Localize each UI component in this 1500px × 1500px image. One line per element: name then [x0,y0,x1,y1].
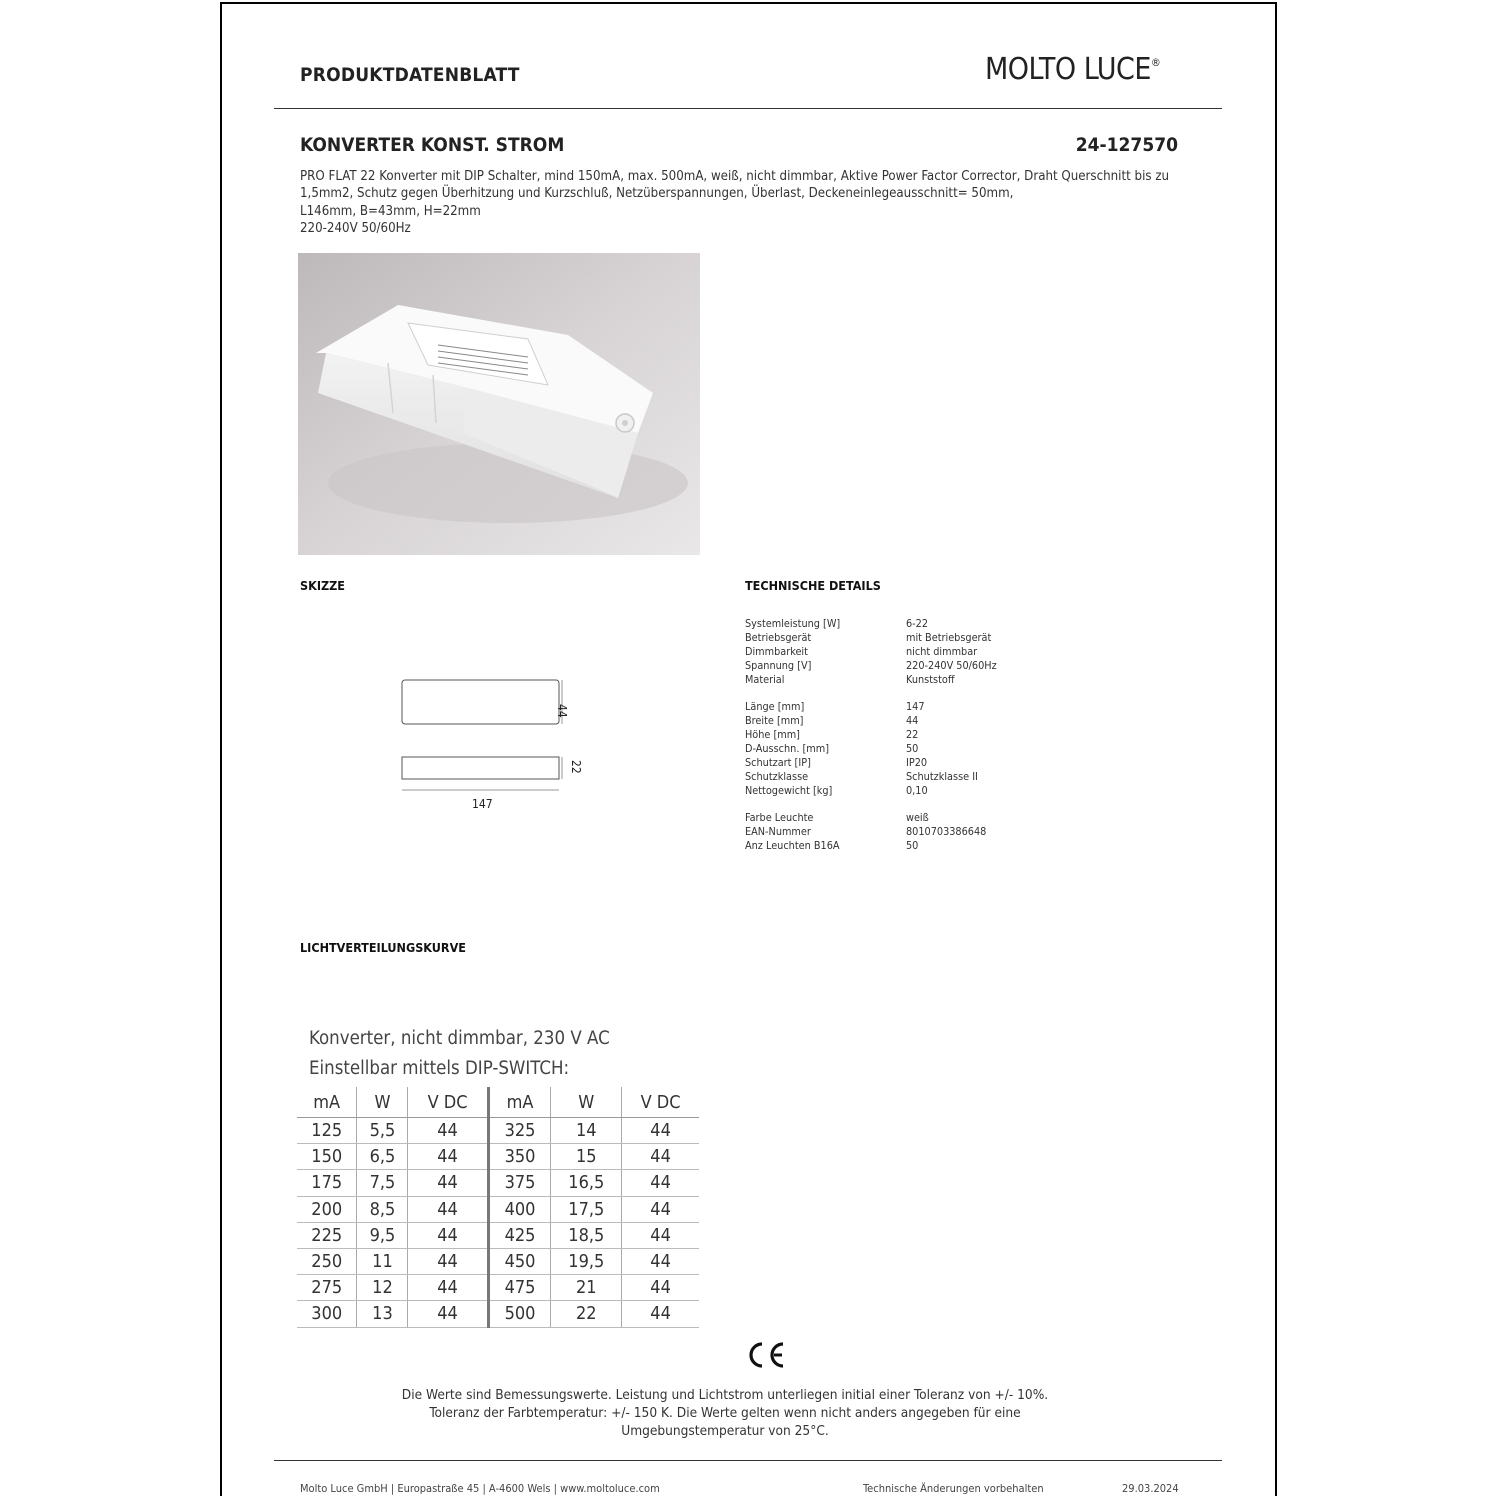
header-divider [274,108,1222,109]
table-cell: 44 [622,1118,699,1144]
tech-detail-value: Kunststoff [906,672,955,686]
tech-detail-label: Höhe [mm] [745,728,800,742]
table-cell: 250 [297,1248,357,1274]
section-sketch: SKIZZE [300,578,345,593]
tech-detail-label: Dimmbarkeit [745,644,808,658]
sketch-height-label: 22 [569,760,583,774]
table-cell: 150 [297,1144,357,1170]
table-row [297,1248,699,1274]
power-table-title: Konverter, nicht dimmbar, 230 V AC [309,1028,610,1049]
tech-detail-value: 220-240V 50/60Hz [906,658,997,672]
table-cell: 475 [488,1275,551,1301]
tech-detail-label: Schutzart [IP] [745,755,811,769]
footer-disclaimer: Technische Änderungen vorbehalten [863,1482,1044,1495]
table-cell: 44 [408,1275,488,1301]
tech-detail-value: 0,10 [906,783,928,797]
table-cell: 9,5 [357,1222,408,1248]
sketch-width-label: 44 [555,704,569,718]
table-cell: 125 [297,1118,357,1144]
tech-detail-value: 22 [906,728,919,742]
tech-detail-value: nicht dimmbar [906,644,978,658]
table-row [297,1170,699,1196]
tech-detail-value: IP20 [906,755,928,769]
sketch-length-label: 147 [472,797,493,811]
tech-detail-value: 50 [906,839,919,853]
table-row [297,1301,699,1327]
ce-mark-icon [745,1340,787,1370]
tech-detail-label: Nettogewicht [kg] [745,783,833,797]
table-cell: 5,5 [357,1118,408,1144]
table-cell: 44 [622,1222,699,1248]
col-w-1: W [357,1087,408,1118]
section-tech-details: TECHNISCHE DETAILS [745,578,881,593]
col-vdc-2: V DC [622,1087,699,1118]
col-ma-1: mA [297,1087,357,1118]
tech-detail-value: 50 [906,742,919,756]
col-w-2: W [551,1087,622,1118]
table-cell: 275 [297,1275,357,1301]
table-cell: 450 [488,1248,551,1274]
table-cell: 14 [551,1118,622,1144]
tolerance-note: Die Werte sind Bemessungswerte. Leistung und Lichtstrom unterliegen initial einer Toleranz von +/- 10%. Toleranz der Farbtemperatur: +/- 150 K. Die Werte gelten wenn nicht anders angegeben für eine Umgebungstemperatur von 25°C. [401,1387,1049,1440]
table-cell: 175 [297,1170,357,1196]
tech-detail-label: Betriebsgerät [745,630,812,644]
tech-detail-value: weiß [906,811,929,825]
tech-detail-value: Schutzklasse II [906,769,978,783]
table-cell: 375 [488,1170,551,1196]
tech-detail-label: Schutzklasse [745,769,809,783]
table-cell: 350 [488,1144,551,1170]
brand-logo: MOLTO LUCE® [985,52,1161,87]
tech-detail-label: Systemleistung [W] [745,617,841,630]
table-cell: 425 [488,1222,551,1248]
table-cell: 44 [408,1170,488,1196]
table-cell: 225 [297,1222,357,1248]
table-cell: 44 [622,1275,699,1301]
footer-company: Molto Luce GmbH | Europastraße 45 | A-4600 Wels | www.moltoluce.com [300,1482,660,1495]
tech-detail-label: Länge [mm] [745,700,805,714]
footer-date: 29.03.2024 [1122,1482,1179,1495]
table-cell: 7,5 [357,1170,408,1196]
power-table-subtitle: Einstellbar mittels DIP-SWITCH: [309,1058,570,1079]
sketch-side-view [402,757,559,779]
col-vdc-1: V DC [408,1087,488,1118]
table-cell: 12 [357,1275,408,1301]
table-cell: 44 [408,1196,488,1222]
tech-detail-value: 147 [906,700,925,714]
table-cell: 300 [297,1301,357,1327]
table-cell: 13 [357,1301,408,1327]
footer-divider [274,1460,1222,1461]
tech-detail-value: mit Betriebsgerät [906,630,992,644]
tech-detail-value: 8010703386648 [906,825,987,839]
col-ma-2: mA [488,1087,551,1118]
dimension-sketch [395,670,595,820]
table-cell: 11 [357,1248,408,1274]
table-cell: 44 [408,1222,488,1248]
tech-detail-value: 44 [906,714,919,728]
tech-detail-label: D-Ausschn. [mm] [745,742,830,756]
section-light-distribution: LICHTVERTEILUNGSKURVE [300,940,466,955]
table-cell: 44 [408,1248,488,1274]
table-cell: 8,5 [357,1196,408,1222]
table-cell: 22 [551,1301,622,1327]
product-title: KONVERTER KONST. STROM [300,134,565,156]
tech-detail-label: Farbe Leuchte [745,811,814,825]
tech-detail-label: Anz Leuchten B16A [745,839,840,853]
tech-detail-label: Material [745,672,785,686]
tech-detail-label: Breite [mm] [745,714,804,728]
product-description: PRO FLAT 22 Konverter mit DIP Schalter, mind 150mA, max. 500mA, weiß, nicht dimmbar, Aktive Power Factor Corrector, Draht Querschnitt bis zu 1,5mm2, Schutz gegen Überhitzung und Kurzschluß, Netzüberspannungen, Überlast, Deckeneinlegeausschnitt= 50mm, L146mm, B=43mm, H=22mm 220-240V 50/60Hz [300,169,1170,237]
dip-switch-power-table [297,1087,699,1328]
table-cell: 18,5 [551,1222,622,1248]
table-row [297,1144,699,1170]
sketch-top-view [402,680,559,724]
table-cell: 400 [488,1196,551,1222]
document-title: PRODUKTDATENBLATT [300,64,520,86]
table-cell: 44 [622,1248,699,1274]
table-cell: 16,5 [551,1170,622,1196]
table-cell: 15 [551,1144,622,1170]
tech-detail-value: 6-22 [906,617,929,630]
table-cell: 325 [488,1118,551,1144]
table-row [297,1222,699,1248]
table-cell: 500 [488,1301,551,1327]
product-id: 24-127570 [1075,134,1178,156]
table-cell: 44 [622,1170,699,1196]
table-row [297,1196,699,1222]
table-header-row [297,1087,699,1118]
table-cell: 44 [408,1301,488,1327]
table-cell: 6,5 [357,1144,408,1170]
product-photo [298,253,700,555]
table-cell: 44 [408,1118,488,1144]
table-cell: 44 [622,1144,699,1170]
tech-detail-label: EAN-Nummer [745,825,811,839]
table-row [297,1118,699,1144]
table-cell: 21 [551,1275,622,1301]
table-cell: 200 [297,1196,357,1222]
table-cell: 17,5 [551,1196,622,1222]
tech-detail-label: Spannung [V] [745,658,812,672]
table-cell: 19,5 [551,1248,622,1274]
table-cell: 44 [622,1196,699,1222]
table-row [297,1275,699,1301]
table-cell: 44 [622,1301,699,1327]
table-cell: 44 [408,1144,488,1170]
